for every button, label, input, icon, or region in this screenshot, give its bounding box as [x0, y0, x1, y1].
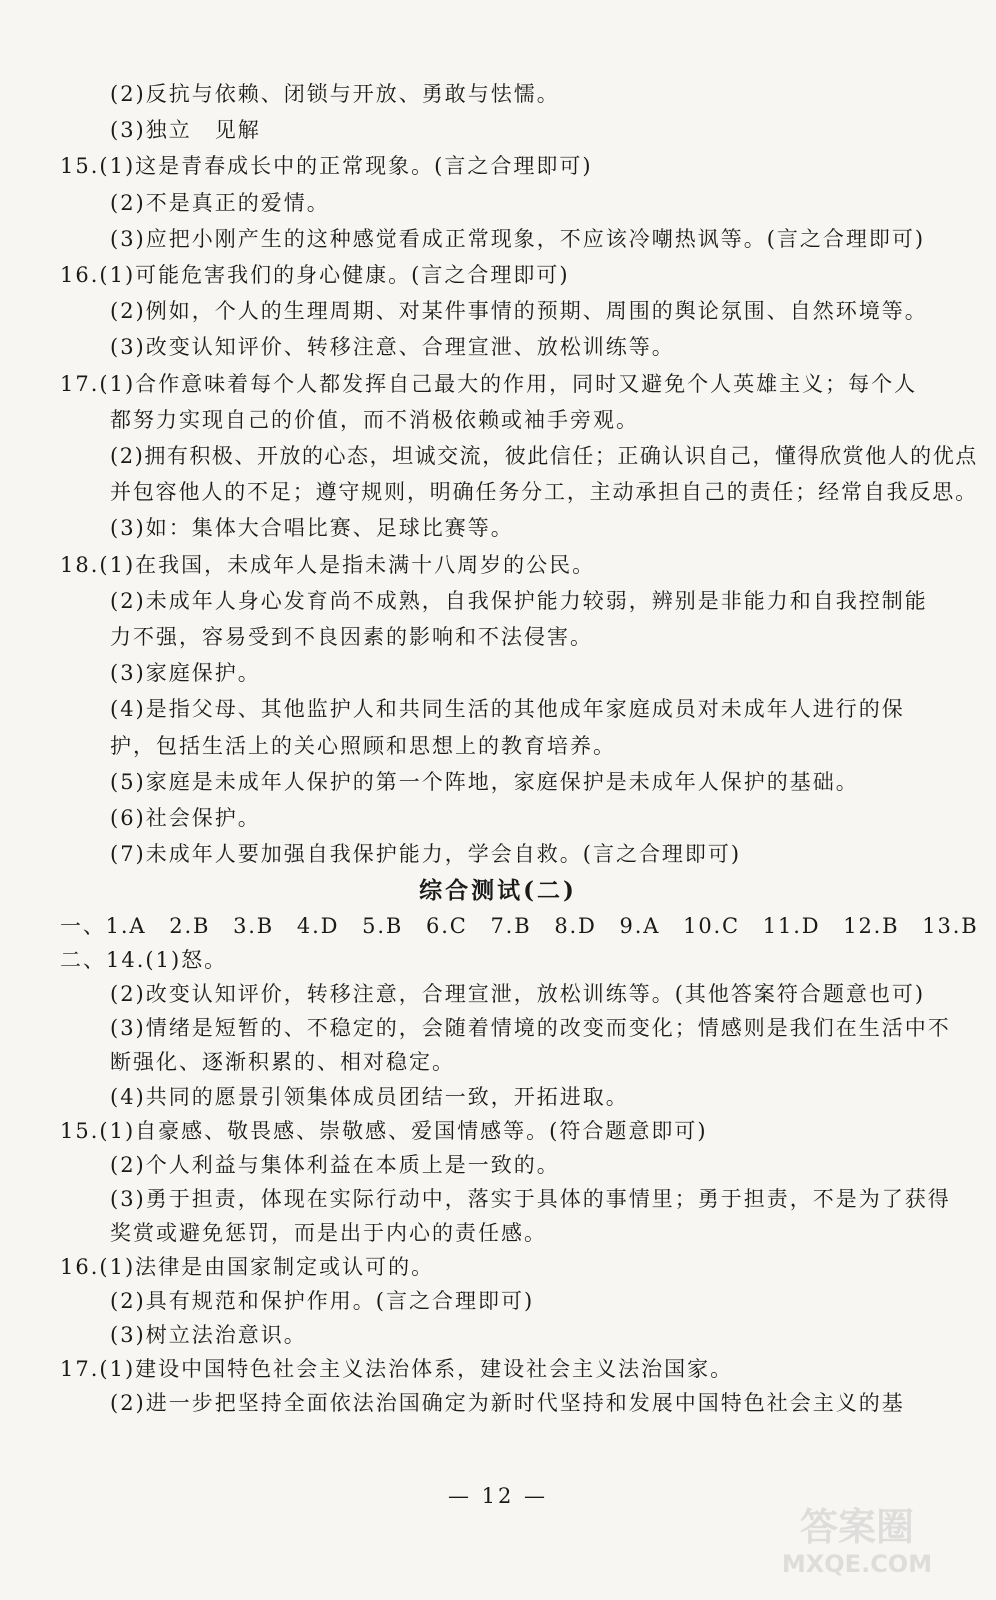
- answer-line: (2)具有规范和保护作用。(言之合理即可): [110, 1289, 535, 1314]
- answer-line: (3)应把小刚产生的这种感觉看成正常现象，不应该冷嘲热讽等。(言之合理即可): [110, 226, 926, 251]
- answer-line: (4)共同的愿景引领集体成员团结一致，开拓进取。: [110, 1084, 629, 1109]
- answer-line: (2)改变认知评价，转移注意，合理宣泄，放松训练等。(其他答案符合题意也可): [110, 982, 926, 1007]
- answer-line: 17.(1)建设中国特色社会主义法治体系，建设社会主义法治国家。: [60, 1357, 734, 1382]
- watermark-line1: 答案圈: [799, 1505, 915, 1549]
- watermark-line2: MXQE.COM: [781, 1550, 933, 1578]
- answer-line: (2)进一步把坚持全面依法治国确定为新时代坚持和发展中国特色社会主义的基: [110, 1391, 905, 1416]
- answer-line: (3)情绪是短暂的、不稳定的，会随着情境的改变而变化；情感则是我们在生活中不: [110, 1016, 951, 1041]
- answer-line: (6)社会保护。: [110, 806, 261, 830]
- answer-line: (2)拥有积极、开放的心态，坦诚交流，彼此信任；正确认识自己，懂得欣赏他人的优点: [110, 444, 978, 468]
- answer-line: (3)勇于担责，体现在实际行动中，落实于具体的事情里；勇于担责，不是为了获得: [110, 1186, 951, 1211]
- answer-line: 护，包括生活上的关心照顾和思想上的教育培养。: [110, 733, 616, 758]
- answer-line: 都努力实现自己的价值，而不消极依赖或袖手旁观。: [110, 407, 639, 432]
- answer-line: 力不强，容易受到不良因素的影响和不法侵害。: [110, 625, 593, 649]
- answer-line: (2)不是真正的爱情。: [110, 190, 330, 215]
- answer-line: 18.(1)在我国，未成年人是指未满十八周岁的公民。: [60, 552, 596, 577]
- answer-line: (2)未成年人身心发育尚不成熟，自我保护能力较弱，辨别是非能力和自我控制能: [110, 588, 928, 613]
- answer-line: (7)未成年人要加强自我保护能力，学会自救。(言之合理即可): [110, 842, 742, 867]
- answer-line: 15.(1)这是青春成长中的正常现象。(言之合理即可): [60, 154, 593, 179]
- answer-line: (3)如：集体大合唱比赛、足球比赛等。: [110, 516, 514, 541]
- answer-line: (2)个人利益与集体利益在本质上是一致的。: [110, 1152, 560, 1177]
- answer-line: 奖赏或避免惩罚，而是出于内心的责任感。: [110, 1220, 547, 1245]
- watermark-logo: [742, 1498, 972, 1578]
- section-title: 综合测试(二): [419, 877, 577, 904]
- answer-line: (2)例如，个人的生理周期、对某件事情的预期、周围的舆论氛围、自然环境等。: [110, 299, 928, 324]
- answer-line: (5)家庭是未成年人保护的第一个阵地，家庭保护是未成年人保护的基础。: [110, 769, 859, 794]
- answer-line: 17.(1)合作意味着每个人都发挥自己最大的作用，同时又避免个人英雄主义；每个人: [60, 371, 918, 396]
- answer-line: 一、1.A 2.B 3.B 4.D 5.B 6.C 7.B 8.D 9.A 10.C 11.D 12.B 13.B: [60, 914, 979, 938]
- answer-line: (4)是指父母、其他监护人和共同生活的其他成年家庭成员对未成年人进行的保: [110, 697, 905, 722]
- answer-line: 二、14.(1)怒。: [60, 948, 228, 973]
- page-number: — 12 —: [447, 1484, 549, 1508]
- answer-line: (3)改变认知评价、转移注意、合理宣泄、放松训练等。: [110, 335, 675, 360]
- answer-line: 断强化、逐渐积累的、相对稳定。: [110, 1050, 455, 1075]
- answer-line: 16.(1)可能危害我们的身心健康。(言之合理即可): [60, 263, 570, 287]
- answer-line: (3)树立法治意识。: [110, 1323, 307, 1348]
- answer-line: (2)反抗与依赖、闭锁与开放、勇敢与怯懦。: [110, 82, 560, 106]
- answer-line: 15.(1)自豪感、敬畏感、崇敬感、爱国情感等。(符合题意即可): [60, 1118, 708, 1143]
- answer-line: 16.(1)法律是由国家制定或认可的。: [60, 1255, 435, 1279]
- answer-line: 并包容他人的不足；遵守规则，明确任务分工，主动承担自己的责任；经常自我反思。: [110, 480, 978, 505]
- answer-line: (3)独立 见解: [110, 118, 261, 143]
- answer-line: (3)家庭保护。: [110, 661, 261, 686]
